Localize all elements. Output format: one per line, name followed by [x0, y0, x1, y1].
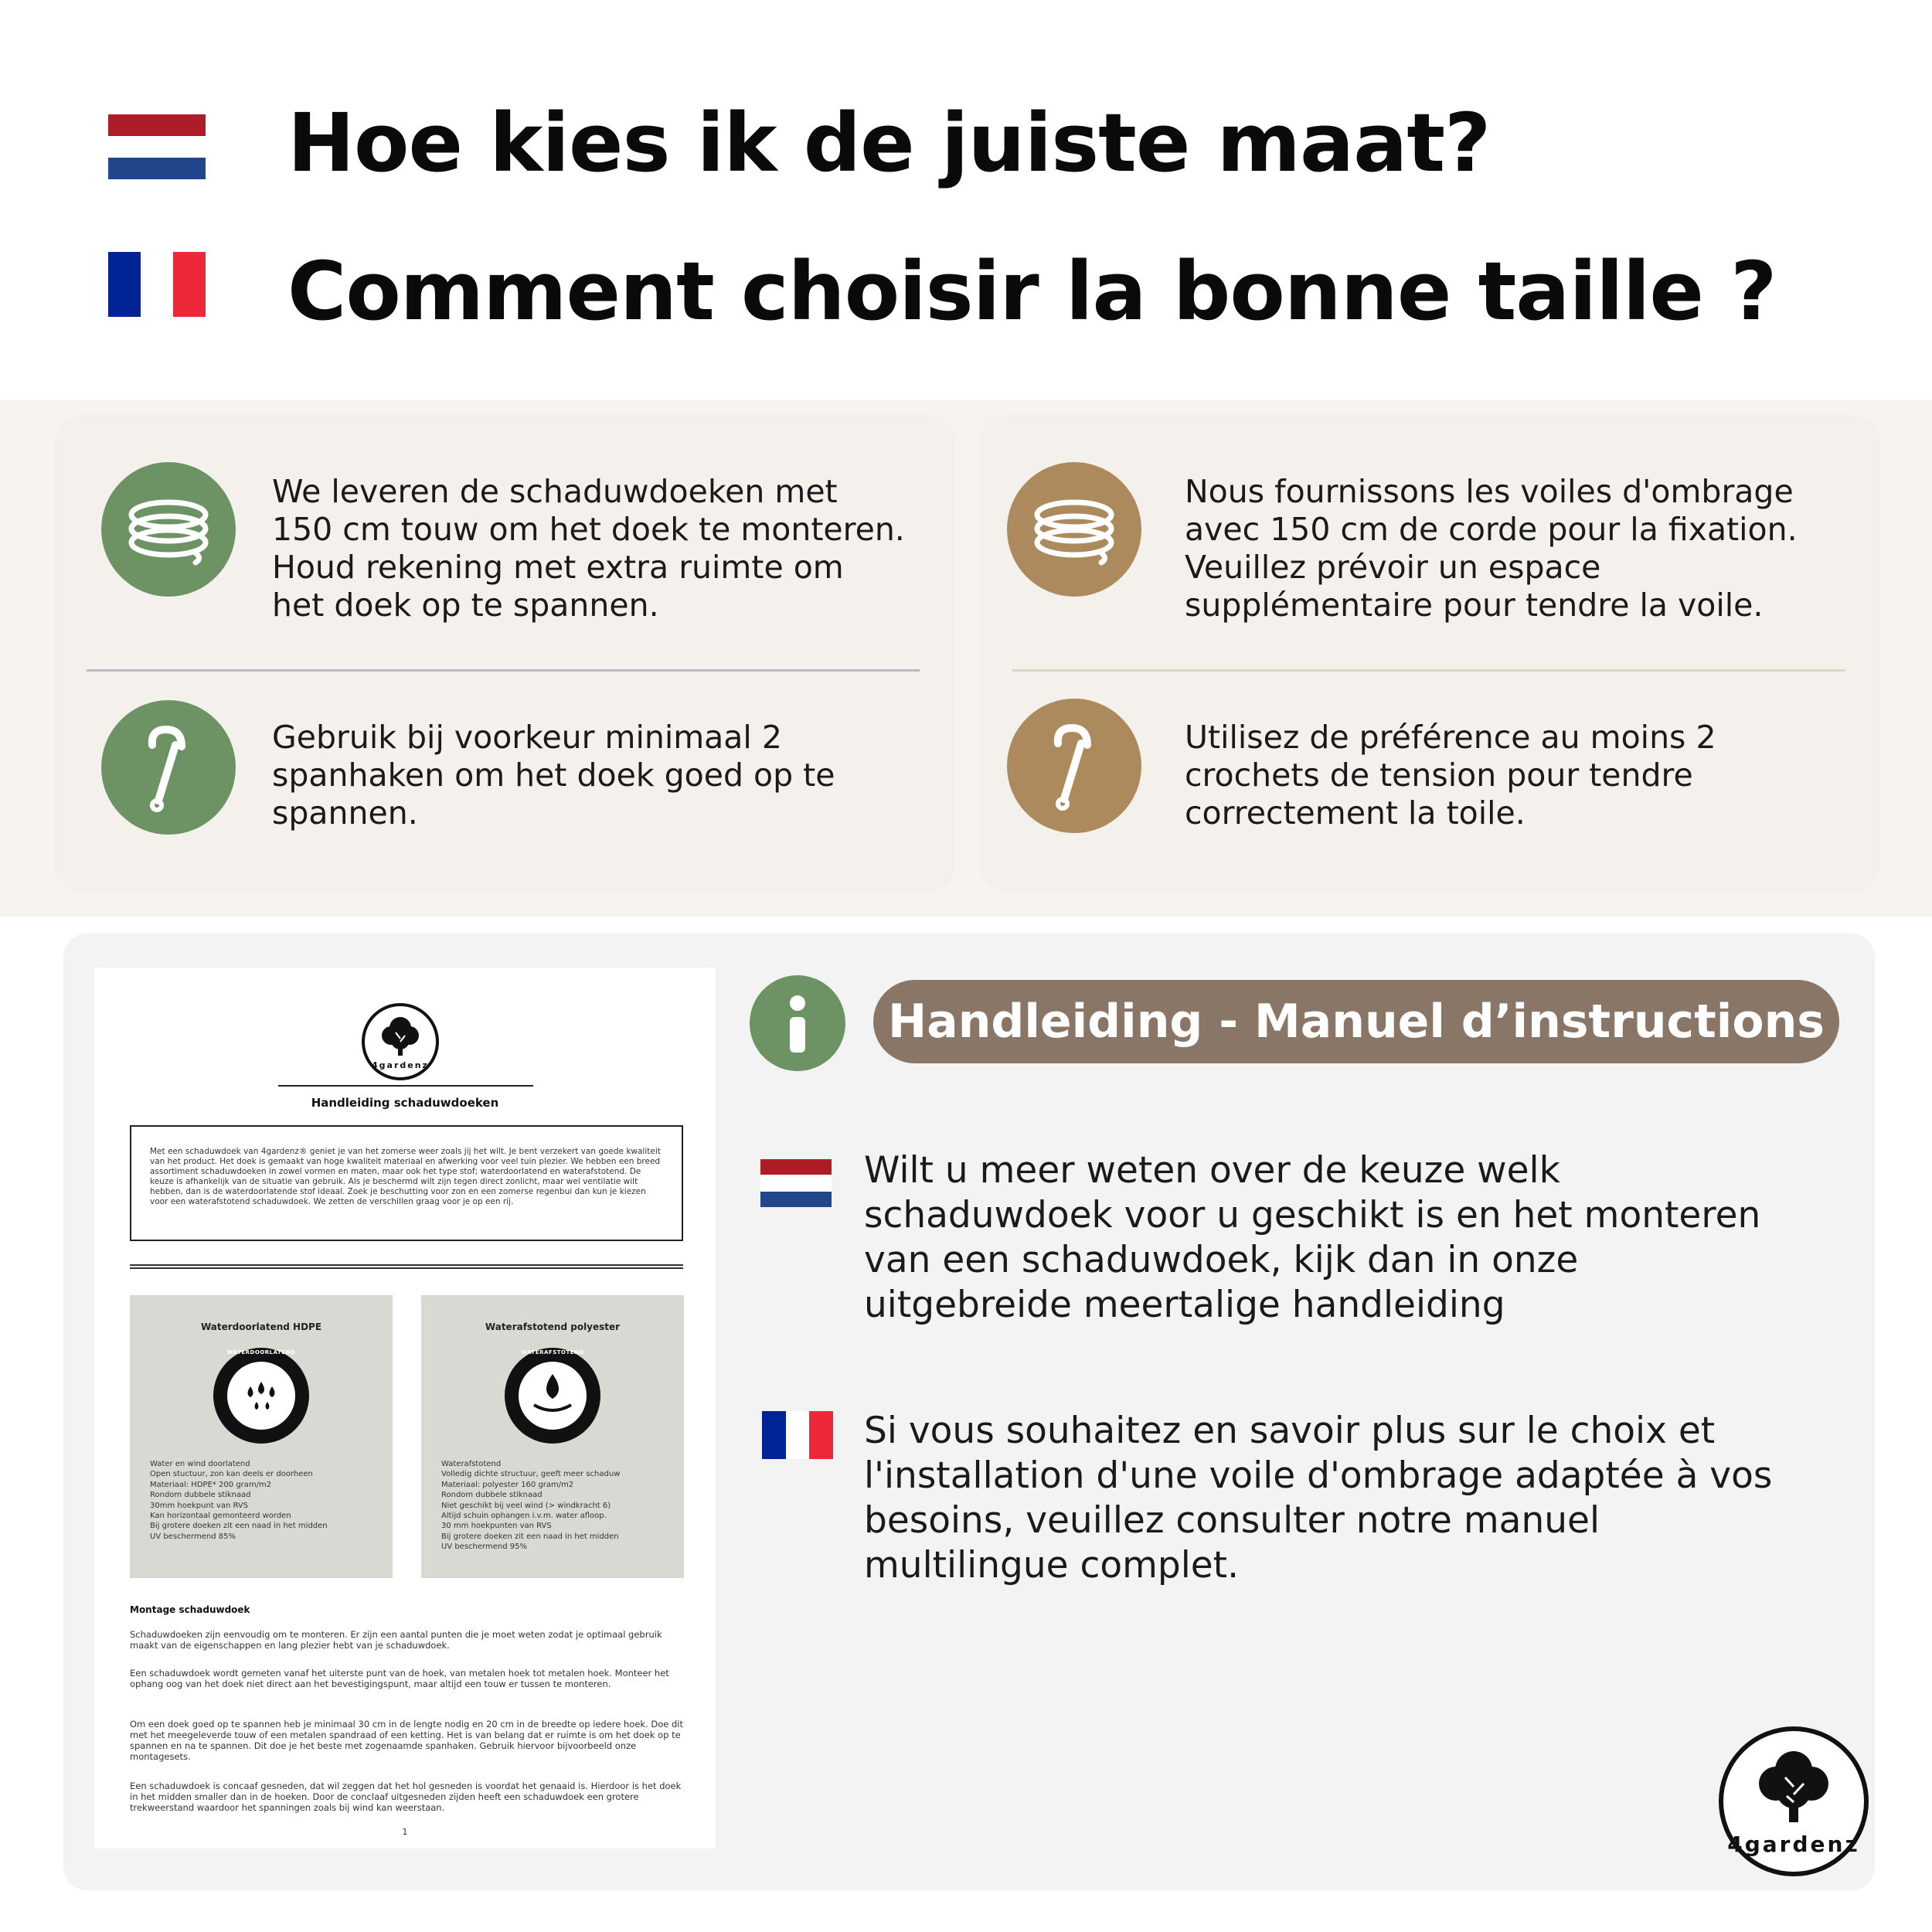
manual-banner: Handleiding - Manuel d’instructions — [873, 980, 1839, 1063]
document-double-rule — [130, 1264, 683, 1269]
water-permeable-badge-icon — [212, 1346, 311, 1445]
list-item: 30 mm hoekpunten van RVS — [441, 1522, 552, 1531]
document-header-rule — [278, 1085, 533, 1087]
montage-paragraph-2: Een schaduwdoek wordt gemeten vanaf het uiterste punt van de hoek, van metalen hoek tot metalen hoek. Monteer het ophang oog van het doek niet direct aan het bevestigingspunt, maar altijd een touw er tussen te monteren. — [130, 1668, 669, 1689]
water-repellent-badge-icon — [503, 1346, 602, 1445]
document-logo-text: 4gardenz — [372, 1060, 429, 1070]
montage-title: Montage schaduwdoek — [130, 1604, 250, 1615]
polyester-badge-text: WATERAFSTOTEND — [521, 1349, 584, 1355]
polyester-box-title: Waterafstotend polyester — [485, 1321, 621, 1332]
hdpe-badge-text: WATERDOORLATEND — [226, 1349, 296, 1355]
divider-nl — [87, 669, 920, 672]
list-item: Rondom dubbele stiknaad — [150, 1491, 251, 1500]
rope-coil-icon — [101, 462, 236, 597]
divider-fr — [1012, 669, 1845, 672]
brand-logo-text: 4gardenz — [1727, 1832, 1860, 1857]
list-item: Volledig dichte structuur, geeft meer schaduw — [441, 1470, 621, 1479]
document-intro: Met een schaduwdoek van 4gardenz® geniet je van het zomerse weer zoals jij het wilt. Je bent verzekert van goede kwaliteit van het product. Het doek is gemaakt van hoge kwaliteit materiaal en afwerking voor veel tuin plezier. We hebben een breed assortiment schaduwdoeken in zowel vormen en maten, maar ook het type stof; waterdoorlatend en waterafstotend. De keuze is afhankelijk van de situatie van gebruik. Als je beschermd wilt zijn tegen direct zonlicht, maar wel ventilatie wilt hebben, dan is de waterdoorlatende stof ideaal. Zoek je beschutting voor zon en een zomerse regenbui dan kun je kiezen voor een waterafstotend schaduwdoek. We zetten de verschillen graag voor je op een rij. — [150, 1147, 661, 1206]
document-intro-box — [130, 1125, 683, 1241]
tension-hook-icon — [101, 700, 236, 835]
tip-hook-nl: Gebruik bij voorkeur minimaal 2 spanhaken om het doek goed op te spannen. — [272, 719, 835, 832]
tip-hook-fr: Utilisez de préférence au moins 2 crochets de tension pour tendre correctement la toile. — [1185, 719, 1716, 832]
hdpe-feature-list — [150, 1459, 382, 1542]
list-item: Materiaal: HDPE* 200 gram/m2 — [150, 1480, 272, 1489]
tip-rope-nl: We leveren de schaduwdoeken met 150 cm touw om het doek te monteren. Houd rekening met extra ruimte om het doek op te spannen. — [272, 473, 905, 624]
page-title-fr: Comment choisir la bonne taille ? — [287, 244, 1777, 338]
montage-paragraph-3: Om een doek goed op te spannen heb je minimaal 30 cm in de lengte nodig en 20 cm in de breedte op iedere hoek. Doe dit met het meegeleverde touw of een metalen spandraad of een ketting. Het is van belang dat er ruimte is om het doek op te spannen en na te spannen. Dit doe je het beste met zogenaamde spanhaken. Gebruik hiervoor bijvoorbeeld onze montagesets. — [130, 1719, 684, 1762]
list-item: Kan horizontaal gemonteerd worden — [150, 1512, 291, 1521]
tip-rope-fr: Nous fournissons les voiles d'ombrage avec 150 cm de corde pour la fixation. Veuillez prévoir un espace supplémentaire pour tendre la voile. — [1185, 473, 1798, 624]
info-icon — [750, 975, 845, 1071]
rope-coil-icon — [1007, 462, 1141, 597]
list-item: Niet geschikt bij veel wind (> windkracht 6) — [441, 1501, 611, 1510]
hdpe-info-box — [130, 1295, 393, 1578]
polyester-feature-list — [441, 1459, 673, 1553]
montage-paragraph-1: Schaduwdoeken zijn eenvoudig om te monteren. Er zijn een aantal punten die je moet weten zodat je optimaal gebruik maakt van de eigenschappen en lang plezier hebt van je schaduwdoek. — [130, 1629, 662, 1651]
list-item: Altijd schuin ophangen i.v.m. water afloop. — [441, 1512, 607, 1521]
list-item: Materiaal: polyester 160 gram/m2 — [441, 1480, 574, 1489]
tension-hook-icon — [1007, 699, 1141, 833]
page-number: 1 — [402, 1827, 408, 1837]
french-flag-icon — [108, 252, 206, 317]
polyester-info-box — [421, 1295, 684, 1578]
manual-document-preview[interactable] — [94, 968, 716, 1849]
dutch-flag-icon — [108, 114, 206, 179]
document-title: Handleiding schaduwdoeken — [311, 1096, 499, 1110]
french-flag-icon — [762, 1411, 833, 1459]
hdpe-box-title: Waterdoorlatend HDPE — [200, 1321, 322, 1332]
list-item: Rondom dubbele stiknaad — [441, 1491, 543, 1500]
list-item: UV beschermend 85% — [150, 1532, 236, 1541]
list-item: Bij grotere doeken zit een naad in het midden — [441, 1532, 619, 1541]
dutch-flag-icon — [760, 1159, 832, 1207]
page-title-nl: Hoe kies ik de juiste maat? — [287, 96, 1491, 190]
list-item: Bij grotere doeken zit een naad in het midden — [150, 1522, 328, 1531]
manual-text-nl: Wilt u meer weten over de keuze welk schaduwdoek voor u geschikt is en het monteren van een schaduwdoek, kijk dan in onze uitgebreide meertalige handleiding — [864, 1149, 1761, 1326]
manual-text-fr: Si vous souhaitez en savoir plus sur le choix et l'installation d'une voile d'ombrage adaptée à vos besoins, veuillez consulter notre manuel multilingue complet. — [864, 1410, 1773, 1587]
list-item: Water en wind doorlatend — [150, 1460, 250, 1468]
montage-paragraph-4: Een schaduwdoek is concaaf gesneden, dat wil zeggen dat het hol gesneden is voordat het genaaid is. Hierdoor is het doek in het midden smaller dan in de hoeken. Door de conclaaf uitgesneden zijden heeft een schaduwdoek een grotere trekweerstand waardoor het spanningen zoals bij wind kan weerstaan. — [130, 1781, 682, 1813]
list-item: Open stuctuur, zon kan deels er doorheen — [150, 1470, 313, 1479]
list-item: 30mm hoekpunt van RVS — [150, 1501, 249, 1510]
list-item: Waterafstotend — [441, 1460, 502, 1468]
list-item: UV beschermend 95% — [441, 1543, 527, 1552]
